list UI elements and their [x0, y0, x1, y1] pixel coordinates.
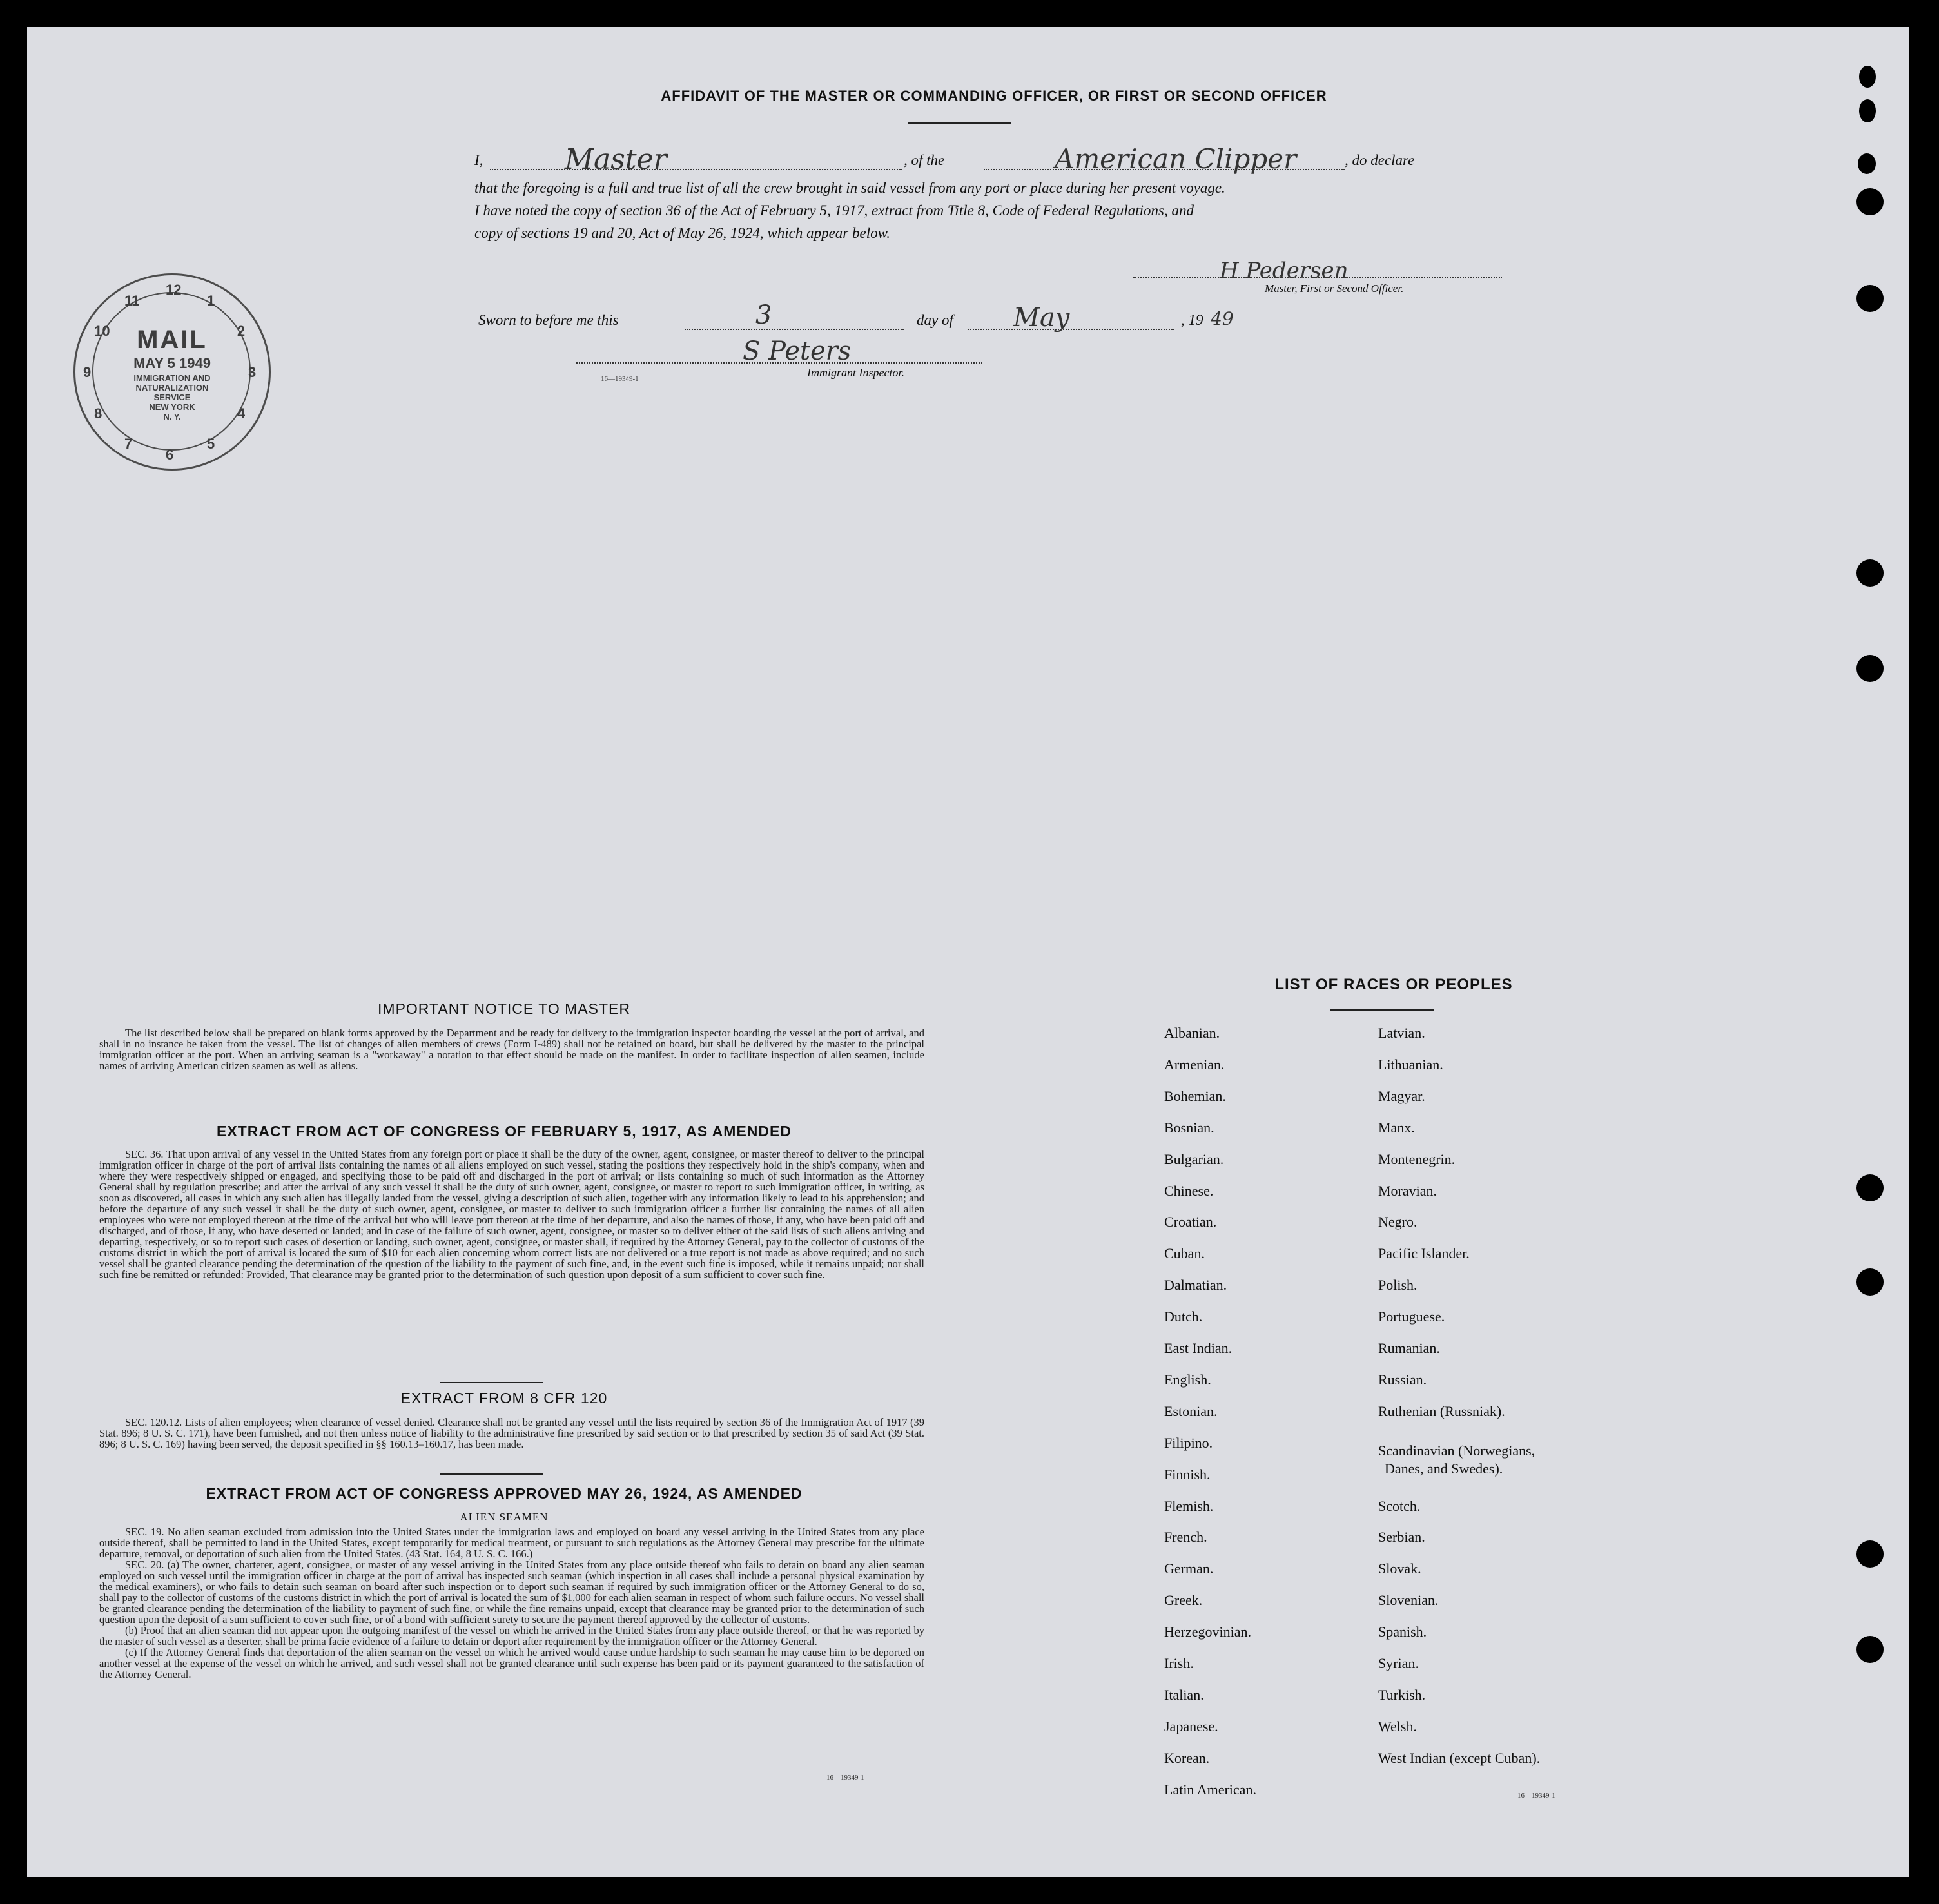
- mail-date-stamp: [73, 273, 271, 471]
- vessel-handwritten: American Clipper: [1055, 143, 1297, 175]
- race-item: East Indian.: [1164, 1340, 1233, 1356]
- stamp-line1: IMMIGRATION AND: [133, 373, 211, 383]
- extract-1924-title: EXTRACT FROM ACT OF CONGRESS APPROVED MAY 26, 1924, AS AMENDED: [206, 1485, 803, 1502]
- races-divider: [1330, 1009, 1434, 1011]
- stamp-clock-number: 11: [124, 293, 140, 309]
- race-item: English.: [1164, 1371, 1211, 1388]
- officer-caption: Master, First or Second Officer.: [1265, 282, 1404, 295]
- race-item: Ruthenian (Russniak).: [1378, 1403, 1505, 1419]
- punch-hole: [1856, 1540, 1884, 1568]
- extract-1924-subtitle: ALIEN SEAMEN: [460, 1511, 549, 1523]
- race-item: Croatian.: [1164, 1214, 1217, 1230]
- race-item: Russian.: [1378, 1371, 1427, 1388]
- punch-hole: [1856, 1636, 1884, 1663]
- stamp-line5: N. Y.: [163, 412, 181, 422]
- sec20b-paragraph: (b) Proof that an alien seaman did not appear upon the outgoing manifest of the vessel on which he arrived in the United States from any place outside thereof, or that he was reported by the master of such vessel as a deserter, shall be prima facie evidence of a failure to detain or deport after requirement by the immigration officer or the Attorney General.: [99, 1624, 924, 1647]
- inspector-signature-line: [576, 362, 982, 364]
- punch-hole: [1856, 655, 1884, 682]
- race-item: Italian.: [1164, 1686, 1204, 1703]
- race-item: Welsh.: [1378, 1718, 1417, 1734]
- punch-hole: [1856, 1174, 1884, 1201]
- stamp-line3: SERVICE: [153, 393, 191, 402]
- extract-cfr-title: EXTRACT FROM 8 CFR 120: [400, 1390, 608, 1406]
- race-item: Dutch.: [1164, 1308, 1203, 1325]
- punch-hole: [1859, 99, 1876, 122]
- title-divider: [908, 122, 1011, 124]
- inspector-signature: S Peters: [743, 336, 852, 366]
- extract-1917-title: EXTRACT FROM ACT OF CONGRESS OF FEBRUARY 5, 1917, AS AMENDED: [217, 1123, 792, 1140]
- officer-signature-line: [1133, 277, 1502, 278]
- punch-hole: [1856, 1268, 1884, 1296]
- extract-1917-text: SEC. 36. That upon arrival of any vessel in the United States from any foreign port or place it shall be the duty of the owner, agent, consignee, or master thereof to deliver to the principal immigration officer in charge of the port of arrival lists containing the names of all aliens employed on such vessel, stating the positions they respectively hold in the ship's company, when and where they were respectively shipped or engaged, and specifying those to be paid off and discharged in the port of arrival; or lists containing so much of such information as the Attorney General shall by regulation prescribe; and after the arrival of any such vessel it shall be the duty of such owner, agent, consignee, or master to report to such immigration officer, in writing, as soon as discovered, all cases in which any such alien has illegally landed from the vessel, giving a description of such alien, together with any information likely to lead to his apprehension; and before the departure of any such vessel it shall be the duty of such owner, agent, consignee, or master to deliver to such immigration officer a further list containing the names of all alien employees who were not employed thereon at the time of the arrival but who will leave port thereon at the time of her departure, and also the names of those, if any, who have been paid off and discharged, and of those, if any, who have deserted or landed; and in case of the failure of such owner, agent, consignee, or master so to deliver either of the said lists of such aliens arriving and departing, respectively, or so to report such cases of desertion or landing, such owner, agent, consignee, or master shall, if required by the Attorney General, pay to the collector of customs of the customs district in which the port of arrival is located the sum of $10 for each alien concerning whom correct lists are not delivered or a true report is not made as above required; and no such vessel shall be granted clearance pending the determination of the question of the liability to the payment of such fine, and, in the event such fine is imposed, while it remains unpaid; nor shall such fine be remitted or refunded: Provided, That clearance may be granted prior to the determination of such question upon deposit of a sum sufficient to cover such fine.: [99, 1148, 924, 1281]
- affidavit-line3: I have noted the copy of section 36 of the Act of February 5, 1917, extract from Title 8, Code of Federal Regulations, and: [474, 202, 1194, 219]
- stamp-clock-number: 12: [166, 282, 182, 298]
- stamp-clock-number: 5: [207, 435, 215, 452]
- do-declare-text: , do declare: [1345, 152, 1415, 168]
- affidavit-form-code: 16—19349-1: [601, 375, 639, 383]
- race-item: Manx.: [1378, 1119, 1415, 1136]
- extract-cfr-text: SEC. 120.12. Lists of alien employees; when clearance of vessel denied. Clearance shall not be granted any vessel until the lists required by section 36 of the Immigration Act of 1917 (39 Stat. 896; 8 U. S. C. 171), have been furnished, and not then unless notice of liability to the administrative fine prescribed by said section or to that prescribed by section 35 of said Act (39 Stat. 896; 8 U. S. C. 169) having been served, the deposit specified in §§ 160.13–160.17, has been made.: [99, 1416, 924, 1450]
- race-item: Polish.: [1378, 1277, 1418, 1294]
- extract-1924-text: [99, 1526, 924, 1680]
- race-item: Spanish.: [1378, 1624, 1427, 1640]
- stamp-clock-number: 8: [94, 405, 102, 422]
- stamp-clock-number: 10: [94, 323, 110, 339]
- race-item: Estonian.: [1164, 1403, 1218, 1419]
- sworn-line: [478, 300, 1316, 334]
- race-item: Latvian.: [1378, 1025, 1425, 1041]
- sec19-paragraph: SEC. 19. No alien seaman excluded from admission into the United States under the immigration laws and employed on board any vessel arriving in the United States from any place outside thereof, shall be permitted to land in the United States, except temporarily for medical treatment, or pursuant to such regulations as the Attorney General may prescribe for the ultimate departure, removal, or deportation of such alien from the United States. (43 Stat. 164, 8 U. S. C. 166.): [99, 1526, 924, 1560]
- race-item: Slovenian.: [1378, 1592, 1439, 1609]
- divider-cfr: [440, 1473, 543, 1475]
- race-item: Magyar.: [1378, 1087, 1425, 1104]
- affidavit-line2: that the foregoing is a full and true list of all the crew brought in said vessel from any port or place during her present voyage.: [474, 180, 1225, 196]
- race-item: Finnish.: [1164, 1466, 1211, 1482]
- year-prefix: , 19: [1181, 312, 1203, 328]
- race-item: Danes, and Swedes).: [1385, 1460, 1503, 1477]
- stamp-line2: NATURALIZATION: [135, 383, 209, 393]
- race-item: Armenian.: [1164, 1056, 1225, 1073]
- name-field-line: [490, 169, 902, 170]
- punch-hole: [1856, 559, 1884, 587]
- sec20c-paragraph: (c) If the Attorney General finds that deportation of the alien seaman on the vessel on which he arrived would cause undue hardship to such seaman he may cause him to be deported on another vessel at the expense of the vessel on which he arrived, and such vessel shall not be granted clearance until such expense has been paid or its payment guaranteed to the satisfaction of the Attorney General.: [99, 1646, 924, 1680]
- race-item: Cuban.: [1164, 1245, 1205, 1262]
- affidavit-body: [474, 177, 1519, 244]
- notice-text: The list described below shall be prepared on blank forms approved by the Department and be ready for delivery to the immigration inspector boarding the vessel at the port of arrival, and shall in no instance be taken from the vessel. The list of changes of alien members of crews (Form I-489) shall not be retained on board, but shall be delivered by the master to the principal immigration officer at the port. When an arriving seaman is a "workaway" a notation to that effect should be made on the manifest. In order to facilitate inspection of alien seamen, include names of arriving American citizen seamen as well as aliens.: [99, 1027, 924, 1072]
- race-item: Turkish.: [1378, 1686, 1426, 1703]
- sworn-day: 3: [755, 300, 772, 330]
- affidavit-line1: [474, 143, 1519, 176]
- sworn-month-line: [968, 329, 1174, 330]
- race-item: Latin American.: [1164, 1781, 1256, 1798]
- sworn-year: 49: [1211, 308, 1234, 329]
- divider-1917: [440, 1382, 543, 1383]
- inspector-caption: Immigrant Inspector.: [807, 366, 904, 379]
- officer-signature: H Pedersen: [1220, 258, 1349, 284]
- sworn-month: May: [1013, 303, 1070, 333]
- punch-hole: [1858, 153, 1876, 174]
- race-item: Scandinavian (Norwegians,: [1378, 1442, 1535, 1459]
- race-item: Greek.: [1164, 1592, 1203, 1609]
- race-item: Dalmatian.: [1164, 1277, 1227, 1294]
- lead-text: I,: [474, 152, 483, 168]
- race-item: Chinese.: [1164, 1182, 1214, 1199]
- stamp-clock-number: 2: [237, 323, 246, 339]
- document-page: [27, 27, 1909, 1877]
- stamp-office: [75, 373, 269, 422]
- sworn-day-line: [685, 329, 904, 330]
- of-the-text: , of the: [904, 152, 945, 168]
- race-item: Negro.: [1378, 1214, 1418, 1230]
- affidavit-title: AFFIDAVIT OF THE MASTER OR COMMANDING OFFICER, OR FIRST OR SECOND OFFICER: [661, 88, 1327, 104]
- day-of-text: day of: [917, 312, 953, 328]
- race-item: Portuguese.: [1378, 1308, 1445, 1325]
- stamp-line4: NEW YORK: [149, 402, 195, 412]
- stamp-clock-number: 3: [248, 364, 257, 380]
- race-item: Flemish.: [1164, 1497, 1214, 1514]
- stamp-clock-number: 4: [237, 405, 246, 422]
- race-item: Filipino.: [1164, 1434, 1213, 1451]
- race-item: Slovak.: [1378, 1560, 1421, 1577]
- name-handwritten: Master: [565, 143, 667, 176]
- race-item: Montenegrin.: [1378, 1151, 1456, 1167]
- race-item: Albanian.: [1164, 1025, 1220, 1041]
- race-item: Bulgarian.: [1164, 1151, 1224, 1167]
- race-item: West Indian (except Cuban).: [1378, 1749, 1541, 1766]
- punch-hole: [1856, 188, 1884, 215]
- race-item: Bohemian.: [1164, 1087, 1226, 1104]
- stamp-mail: MAIL: [137, 325, 208, 354]
- stamp-clock-number: 1: [207, 293, 215, 309]
- race-item: Serbian.: [1378, 1529, 1425, 1546]
- sworn-text: Sworn to before me this: [478, 312, 619, 328]
- stamp-clock-number: 9: [83, 364, 92, 380]
- race-item: Japanese.: [1164, 1718, 1218, 1734]
- race-item: Scotch.: [1378, 1497, 1421, 1514]
- affidavit-line4: copy of sections 19 and 20, Act of May 26, 1924, which appear below.: [474, 225, 890, 241]
- notice-title: IMPORTANT NOTICE TO MASTER: [378, 1000, 630, 1017]
- race-item: French.: [1164, 1529, 1207, 1546]
- race-item: German.: [1164, 1560, 1214, 1577]
- race-item: Korean.: [1164, 1749, 1210, 1766]
- sec20a-paragraph: SEC. 20. (a) The owner, charterer, agent, consignee, or master of any vessel arriving in the United States from any place outside thereof who fails to detain on board any alien seaman employed on such vessel until the immigration officer in charge at the port of arrival has inspected such seaman (which inspection in all cases shall include a personal physical examination by the medical examiners), or who fails to detain such seaman on board after such inspection or to deport such seaman if required by such immigration officer or the Attorney General to do so, shall pay to the collector of customs of the customs district in which the port of arrival is located the sum of $1,000 for each alien seaman in respect of whom such failure occurs. No vessel shall be granted clearance pending the determination of the liability to payment of such fine, or while the fine remains unpaid, except that clearance may be granted prior to the determination of such question upon the deposit of a sum sufficient to cover such fine, or of a bond with sufficient surety to secure the payment thereof approved by the collector of customs.: [99, 1559, 924, 1626]
- race-item: Syrian.: [1378, 1655, 1419, 1671]
- races-title: LIST OF RACES OR PEOPLES: [1274, 976, 1513, 993]
- stamp-clock-number: 7: [124, 435, 133, 452]
- extract-form-code: 16—19349-1: [826, 1774, 864, 1782]
- race-item: Herzegovinian.: [1164, 1624, 1251, 1640]
- stamp-clock-number: 6: [166, 447, 174, 463]
- race-item: Moravian.: [1378, 1182, 1437, 1199]
- race-item: Lithuanian.: [1378, 1056, 1443, 1073]
- punch-hole: [1859, 66, 1876, 88]
- race-item: Rumanian.: [1378, 1340, 1440, 1356]
- races-form-code: 16—19349-1: [1517, 1792, 1555, 1800]
- stamp-date: MAY 5 1949: [133, 355, 211, 371]
- race-item: Irish.: [1164, 1655, 1194, 1671]
- race-item: Bosnian.: [1164, 1119, 1214, 1136]
- punch-hole: [1856, 285, 1884, 312]
- race-item: Pacific Islander.: [1378, 1245, 1470, 1262]
